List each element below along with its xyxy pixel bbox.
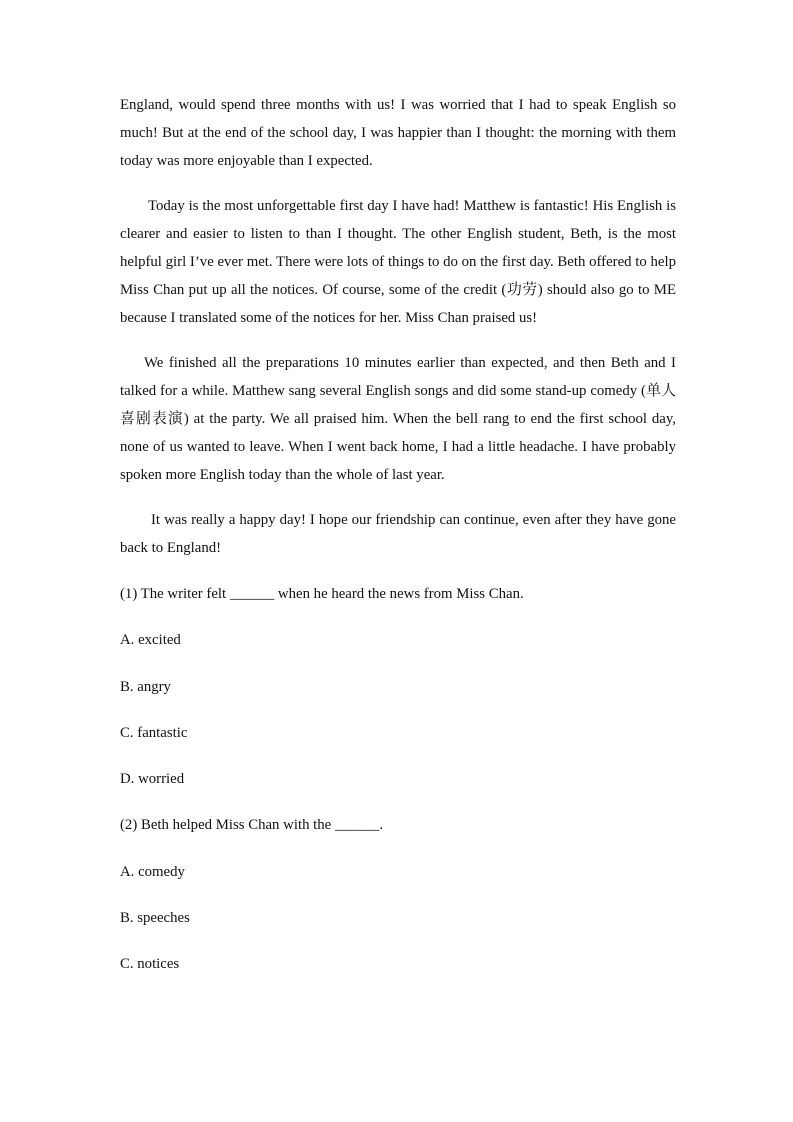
- answer-option: C. fantastic: [120, 724, 188, 741]
- answer-option: B. speeches: [120, 910, 190, 927]
- answer-option: A. excited: [120, 632, 181, 649]
- document-page: [120, 92, 676, 998]
- passage-paragraph-1: England, would spend three months with us! I was worried that I had to speak English so much! But at the end of the school day, I was happier than I thought: the morning with them today was more enjoyable than I expected.: [120, 97, 676, 169]
- passage-paragraph-3: We finished all the preparations 10 minutes earlier than expected, and then Beth and I talked for a while. Matthew sang several English songs and did some stand-up comedy (单人喜剧表演) at the party. We all praised him. When the bell rang to end the first school day, none of us wanted to leave. When I went back home, I had a little headache. I have probably spoken more English today than the whole of last year.: [120, 355, 676, 483]
- answer-option: A. comedy: [120, 863, 185, 880]
- question-2: [120, 812, 676, 997]
- answer-option: D. worried: [120, 771, 185, 788]
- question-1: [120, 581, 676, 812]
- answer-option: B. angry: [120, 678, 171, 695]
- passage-paragraph-4: It was really a happy day! I hope our friendship can continue, even after they have gone back to England!: [120, 512, 676, 557]
- question-stem: (2) Beth helped Miss Chan with the ______.: [120, 817, 384, 834]
- question-stem: (1) The writer felt ______ when he heard the news from Miss Chan.: [120, 585, 524, 602]
- passage-paragraph-2: Today is the most unforgettable first day I have had! Matthew is fantastic! His English is clearer and easier to listen to than I thought. The other English student, Beth, is the most helpful girl I’ve ever met. There were lots of things to do on the first day. Beth offered to help Miss Chan put up all the notices. Of course, some of the credit (功劳) should also go to ME because I translated some of the notices for her. Miss Chan praised us!: [120, 198, 676, 326]
- answer-option: C. notices: [120, 956, 180, 973]
